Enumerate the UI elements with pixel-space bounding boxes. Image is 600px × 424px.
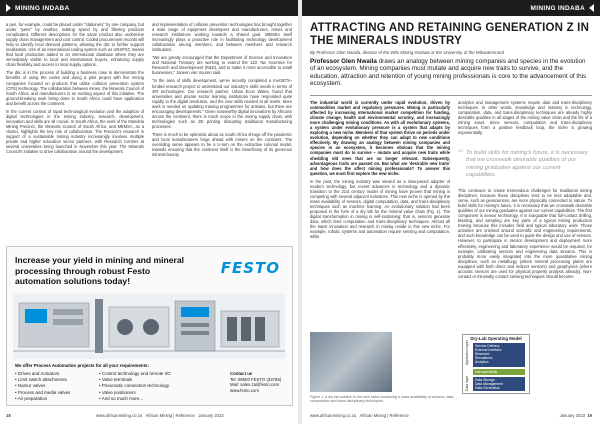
article-lead xyxy=(310,58,592,88)
ad-contact xyxy=(230,371,284,393)
paragraph: analytics and management systems require data and trans-disciplinary techniques. In other words, knowledge and mastery in technology, computation, data, and trans-disciplinary techniques are already highly desirable qualities in all stages of the mining value chain and the life of a mining asset. Since sensors, computation and trans-disciplinary techniques form a positive feedback loop, the niche is growing exponentially. xyxy=(458,100,592,136)
paragraph: and implementation of collision prevention technologies has brought together a wide range of equipment developers and manufacturers, mines and research institutions working towards a shared goal. MEMSA itself increasingly plays a proactive role in facilitating technology development collaboration among members, and between members and research institutions. xyxy=(152,22,292,53)
left-footer-meta xyxy=(96,413,224,418)
paragraph: The dtic is in the process of building a business case to demonstrate the benefits of using the codes and doing a pilot project with five mining companies focused on products that utilise collision prevention system (CPS) technology. The collaboration between mines, the Minerals Council of South Africa, and manufacturers is an exciting aspect of this initiative. The ground-breaking work being done in South Africa could have application and benefit across the continent. xyxy=(6,70,144,106)
paragraph: "In the area of skills development, we've recently completed a merSETA-funded research project to understand our industry's skills needs in terms of 4IR technologies. Our research partner, Urban Econ Wales, found that universities and private sector learning institutions have responded quite rapidly to the digital revolution, and the new skills needed at all levels. More work is needed on updating training programmes for artisans, but there are encouraging developments." Given noteworthy digital innovations by Africans across the continent, there is much scope in the mining supply chain, with technologies such as 3D printing disrupting traditional manufacturing processes. xyxy=(152,78,292,129)
right-section-header xyxy=(302,0,600,16)
diagram-side-label: Data layer xyxy=(465,375,469,391)
paragraph: In the current context of rapid technological evolution and the adoption of digital technologies in the mining industry, research, development, innovation and skills are all crucial. In South Africa, the work of the Mandela Mining Precinct, the Minerals Council of South Africa, and MEMSA, as a cluster, highlights the key role of collaboration. The Precinct's research in support of a sustainable mining industry increasingly involves multiple private and higher education sector partners, with Research Centres at several universities being launched in November this year. The Minerals Council's initiative to drive collaboration around the development xyxy=(6,108,144,155)
contact-email[interactable]: Mail: sales.za@festo.com xyxy=(230,382,280,388)
festo-advertisement[interactable] xyxy=(6,246,293,406)
list-item: • Process and media valves xyxy=(15,390,70,396)
layer-item: Data Storage xyxy=(475,378,495,382)
article-column-b-bottom xyxy=(458,188,592,330)
arrow-right-icon xyxy=(6,4,11,12)
left-page xyxy=(0,0,298,424)
page-number: 19 xyxy=(587,413,592,418)
layer-item: Data Generation xyxy=(475,386,500,390)
footer-site: www.africanmining.co.za xyxy=(310,413,357,418)
paragraph: In the past, the mining industry was viewed as a slow-paced adopter of modern technology, but recent advances in technology and a dynamic transition to the 21st century model of mining have proven that mining is competing with several adjacent industries. This new niche is opened by the mass availability of sensors, digital computation, data, and trans-disciplinary techniques such as machine learning. An evolutionary solution had been proposed in the form of a dry lab for the mineral value chain (Fig. 1). The digital transformation in mining is self-sustaining; that is, sensors generate data, which feed computation and trans-disciplinary techniques. Almost all the latest innovation and research in mining reside in this new niche. For example, robotic systems and automation require sensing and computation, while xyxy=(310,178,450,240)
article-column-1 xyxy=(6,22,144,157)
right-footer-meta xyxy=(310,413,409,418)
automation-machine-image xyxy=(13,293,285,359)
ad-product-list-a xyxy=(15,371,70,402)
lead-text: draws an analogy between mining companies and species in the evolution of an ecosystem. Mining companies must mutate and acquire new traits to survive, and the education, attraction and retention of young mining professionals is core to the advancement of this ecosystem. xyxy=(310,58,587,88)
list-item: • Namur valves xyxy=(15,383,70,389)
arrow-left-icon xyxy=(589,4,594,12)
layer-item: Analytics xyxy=(475,360,489,364)
list-item: • Drives and Actuators xyxy=(15,371,70,377)
left-section-header xyxy=(0,0,298,16)
ad-headline: Increase your yield in mining and mineral processing through robust Festo automation solutions today! xyxy=(15,255,185,286)
article-byline: By Professor Glen Nwaila, director of the Wits Mining Institute at the University of the Witwatersrand xyxy=(310,50,504,55)
right-page xyxy=(302,0,600,424)
paragraph: This continues to create tremendous challenges for traditional mining disciplines, because these disciplines tend to be less adaptable and, some, such as geosciences, are more physically connected to nature. To build skills for mining's future, it is necessary that we crosswalk desirable qualities of our mining graduates against our current capabilities. The first component is sensor technology. It is inarguable that full-contact drilling, blasting, and sampling are key parts of a typical mining production training because this includes field and typical laboratory work. Those activities are oriented around scientific and engineering requirements, and such knowledge can be used to guide the design and use of sensors. However, to participate in sensor development and deployment more effectively, engineering and laboratory experience would be required, for example, calibrating sensors and engineering data streams. This is probably more easily integrated into the more quantitative mining disciplines, such as metallurgy (where mineral processing plants are equipped with both direct and indirect sensors) and geophysics (where acoustic sensors are used for physical property analysis already). Non-contact or minimally contact sensing techniques should become xyxy=(458,188,592,279)
contact-title: Contact us xyxy=(230,371,253,376)
divider xyxy=(310,95,592,96)
paragraph: a pen, for example, could be placed under "stationery" by one company, but under "pens" by another, making spend by and filtering products complicated. Different descriptions for the same product also undermine supply chain management and cost control. Coded procurement records will help to identify local demand patterns, allowing the dtic to further support localisation. Use of an international coding system such as UNSPSC means that local production added to an international database where they are immediately visible to local and international buyers, enhancing supply chain flexibility and access to local supply options. xyxy=(6,22,144,68)
intro-paragraph: The industrial world is currently under rapid evolution, driven by commodities market and regulatory pressures. Mining is particularly affected by increasing international market competition for funding, climate change, health and environmental scrutiny, and increasingly more challenging mining conditions. As with all evolutionary systems, a system under evolutionary pressure is a system that adapts by exploring a new niche. Members of that system thrive on periods under evolution, depending on whether they can adapt to new conditions effectively. By drawing an analogy between mining companies and species in an ecosystem, it becomes obvious that the mining companies must do to survive – mutate and acquire new traits while shedding old ones that are no longer relevant. Subsequently, advantageous traits are passed on. But what are 'desirable new traits' and how does the affect mining professionals? To answer this question, we must first explore the new niche. xyxy=(310,100,450,176)
footer-publication: African Mining | Reference xyxy=(145,413,195,418)
right-footer xyxy=(560,413,592,418)
interoperability-box xyxy=(473,369,525,375)
layer-item: Research xyxy=(475,352,490,356)
paragraph: There is much to be optimistic about as South Africa shrugs off the pandemic and local manufacturers forge ahead with miners on the continent. The overriding sense appears to be a U-turn on the extractive colonial model, towards ensuring that the continent itself is the beneficiary of its generous mineral bounty. xyxy=(152,131,292,158)
layer-item: Service Delivery xyxy=(475,344,500,348)
article-column-a xyxy=(310,100,450,242)
ad-offer-section xyxy=(15,363,284,401)
figure-photo xyxy=(310,332,392,392)
layer-item: Simulations xyxy=(475,356,493,360)
section-label: MINING INDABA xyxy=(15,4,70,12)
footer-date: January 2023 xyxy=(198,413,224,418)
ad-product-list-b xyxy=(99,371,171,402)
article-column-2 xyxy=(152,22,292,160)
figure-1 xyxy=(310,332,458,392)
figure-caption: Figure 1: A dry lab solution in the new niche containing a mass availability of sensors, data, computation and trans-disciplinary techniques. xyxy=(310,395,455,404)
page-number: 18 xyxy=(6,413,11,418)
ad-offer-title: We offer Process Automation projects for all your requirements: xyxy=(15,363,149,368)
footer-publication: African Mining | Reference xyxy=(359,413,409,418)
list-item: • Air preparation xyxy=(15,396,70,402)
left-footer xyxy=(6,413,11,418)
paragraph: "We are greatly encouraged that the Department of Science and Innovation and National Treasury are working to extend the 11D Tax Incentive for Research and Development (R&D), and to make it more accessible to small businesses," Janeen van Vuuren said. xyxy=(152,55,292,76)
list-item: • Pneumatic connection technology xyxy=(99,383,171,389)
quote-icon: “ xyxy=(458,146,464,160)
application-layer-box xyxy=(473,343,525,367)
footer-date: January 2023 xyxy=(559,413,585,418)
list-item: • Valve positioners xyxy=(99,390,171,396)
article-title: ATTRACTING AND RETAINING GENERATION Z IN THE MINERALS INDUSTRY xyxy=(310,22,590,47)
layer-item: Interoperability xyxy=(475,370,498,374)
list-item: • Valve terminals xyxy=(99,377,171,383)
list-item: • Control technology and remote I/O xyxy=(99,371,171,377)
footer-site: www.africanmining.co.za xyxy=(96,413,143,418)
article-column-b-top xyxy=(458,100,592,138)
data-layer-box xyxy=(473,377,525,391)
diagram-side-label: Application layer xyxy=(465,340,469,365)
layer-item: Data Management xyxy=(475,382,503,386)
lead-author: Professor Glen Nwaila xyxy=(310,58,377,65)
diagram-title: Dry-Lab Operating Model xyxy=(470,336,522,341)
list-item: • Limit switch attachments xyxy=(15,377,70,383)
contact-phone: Tel: 08600 FESTO (33786) xyxy=(230,376,282,382)
contact-website[interactable]: www.festo.com xyxy=(230,387,259,393)
dry-lab-diagram xyxy=(462,334,530,394)
list-item: • And so much more... xyxy=(99,396,171,402)
layer-item: External Interface xyxy=(475,348,502,352)
section-label: MINING INDABA xyxy=(530,4,585,12)
festo-logo: FESTO xyxy=(220,259,280,277)
pull-quote: To build skills for mining's future, it is necessary that we crosswalk desirable qualities of our mining graduates against our current capabilities. xyxy=(466,150,588,178)
